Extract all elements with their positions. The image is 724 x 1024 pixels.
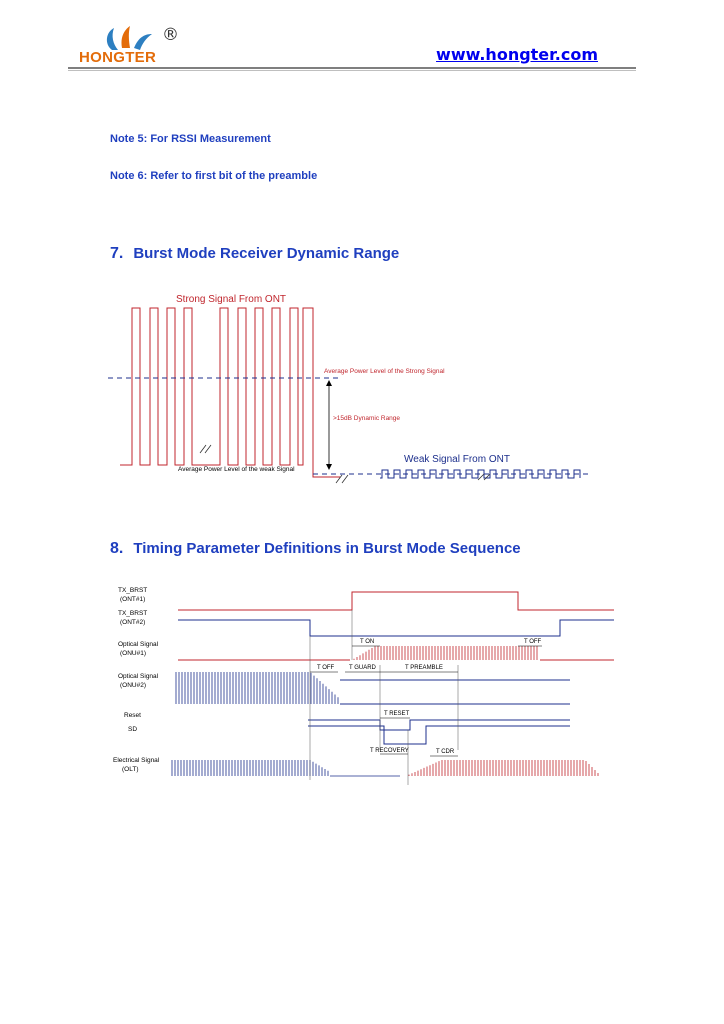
t-recovery-label: T RECOVERY bbox=[370, 748, 409, 754]
t-cdr-label: T CDR bbox=[436, 749, 455, 755]
note-5: Note 5: For RSSI Measurement bbox=[110, 133, 271, 145]
section-title-text: Burst Mode Receiver Dynamic Range bbox=[133, 245, 400, 262]
section-number: 7. bbox=[110, 245, 124, 262]
break-mark-icon bbox=[200, 445, 211, 453]
reset-label: Reset bbox=[124, 712, 141, 719]
weak-signal-label: Weak Signal From ONT bbox=[404, 454, 510, 465]
optical-1-label: Optical Signal bbox=[118, 641, 159, 648]
section-number: 8. bbox=[110, 540, 124, 557]
section-8-title bbox=[110, 540, 521, 558]
avg-strong-label: Average Power Level of the Strong Signal bbox=[324, 368, 445, 375]
arrow-up-icon bbox=[326, 380, 332, 386]
note-6: Note 6: Refer to first bit of the preamble bbox=[110, 170, 318, 182]
t-on-label: T ON bbox=[360, 639, 375, 645]
strong-pulse-path bbox=[120, 308, 340, 477]
tx-brst-1-label: TX_BRST bbox=[118, 587, 148, 594]
hongter-logo-icon bbox=[100, 24, 156, 52]
optical-1-sub: (ONU#1) bbox=[120, 650, 147, 657]
registered-mark: ® bbox=[162, 25, 179, 45]
tx-brst-2-label: TX_BRST bbox=[118, 610, 148, 617]
t-reset-label: T RESET bbox=[384, 711, 410, 717]
optical-2-sub: (ONU#2) bbox=[120, 682, 147, 689]
logo-text: HONGTER bbox=[79, 49, 157, 66]
header-divider bbox=[68, 67, 636, 69]
arrow-down-icon bbox=[326, 464, 332, 470]
t-guard-label: T GUARD bbox=[349, 665, 376, 671]
break-mark-icon-2 bbox=[336, 475, 348, 483]
optical-1-bursts bbox=[354, 646, 537, 660]
optical-2-waveform bbox=[176, 672, 338, 704]
tx-brst-2-trace bbox=[178, 620, 614, 636]
header-divider-thin bbox=[68, 70, 636, 71]
dynamic-range-figure bbox=[0, 285, 724, 495]
section-title-text: Timing Parameter Definitions in Burst Mode Sequence bbox=[133, 540, 521, 557]
optical-2-bursts bbox=[176, 672, 338, 704]
sd-label: SD bbox=[128, 726, 138, 733]
website-link[interactable]: www.hongter.com bbox=[436, 45, 598, 64]
tx-brst-1-trace bbox=[178, 592, 614, 610]
strong-signal-label: Strong Signal From ONT bbox=[176, 294, 287, 305]
tx-brst-2-sub: (ONT#2) bbox=[120, 619, 146, 626]
electrical-label: Electrical Signal bbox=[113, 757, 160, 764]
timing-diagram-figure bbox=[0, 580, 724, 790]
optical-1-waveform bbox=[354, 646, 537, 660]
dynamic-range-label: >15dB Dynamic Range bbox=[333, 415, 401, 422]
t-off-2-label: T OFF bbox=[317, 665, 335, 671]
signal-labels bbox=[113, 587, 160, 773]
reset-trace bbox=[308, 720, 570, 730]
sd-trace bbox=[308, 726, 570, 744]
t-off-1-label: T OFF bbox=[524, 639, 542, 645]
t-preamble-label: T PREAMBLE bbox=[405, 665, 443, 671]
electrical-blue-bursts bbox=[172, 760, 328, 776]
avg-weak-label: Average Power Level of the weak Signal bbox=[178, 466, 295, 473]
electrical-red-bursts bbox=[406, 760, 598, 776]
optical-2-label: Optical Signal bbox=[118, 673, 159, 680]
electrical-sub: (OLT) bbox=[122, 766, 139, 773]
electrical-signal-waveform bbox=[172, 760, 598, 776]
strong-signal-waveform bbox=[120, 308, 340, 477]
section-7-title bbox=[110, 245, 399, 263]
tx-brst-1-sub: (ONT#1) bbox=[120, 596, 146, 603]
page-header bbox=[0, 0, 724, 75]
